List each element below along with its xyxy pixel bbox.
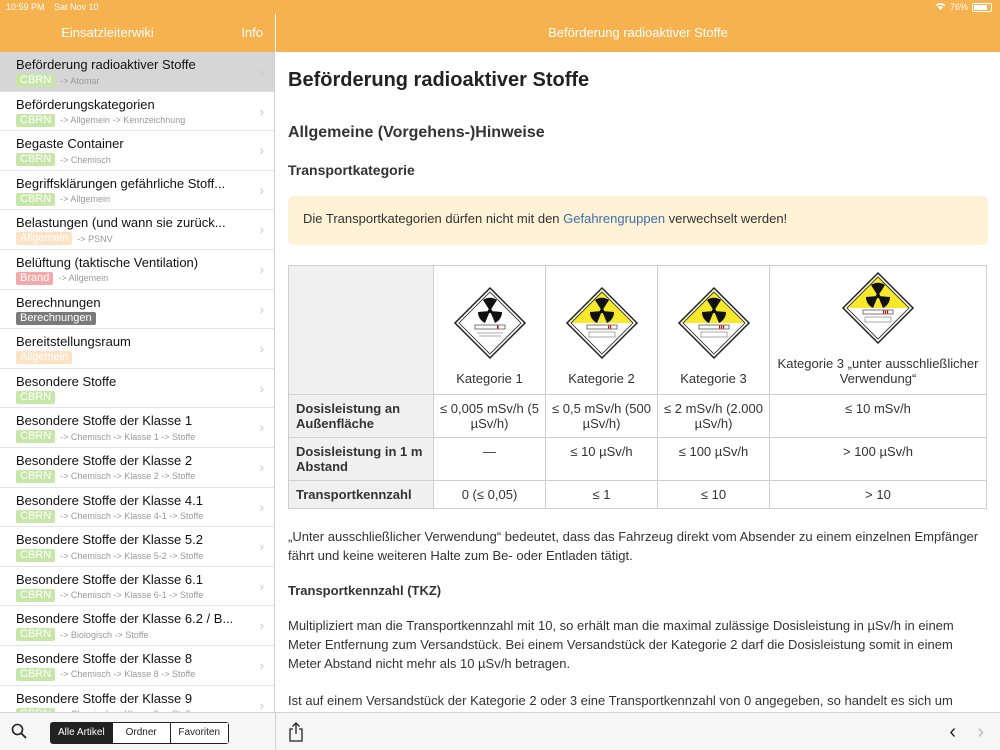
list-item-title: Besondere Stoffe der Klasse 6.1 [16, 571, 203, 587]
category-2-label: Kategorie 2 [568, 371, 635, 386]
gefahrengruppen-link[interactable]: Gefahrengruppen [563, 211, 666, 226]
battery-icon [972, 3, 992, 12]
list-item-title: Besondere Stoffe der Klasse 4.1 [16, 492, 203, 508]
note-text-pre: Die Transportkategorien dürfen nicht mit den [303, 211, 564, 226]
list-item[interactable] [0, 92, 274, 132]
table-cell: ≤ 100 µSv/h [658, 438, 770, 481]
table-cell: ≤ 2 mSv/h (2.000 µSv/h) [658, 395, 770, 438]
row-header: Dosisleistung in 1 m Abstand [289, 438, 434, 481]
category-tag: Berechnungen [16, 312, 96, 325]
radioactive-label-yellow-icon [678, 287, 750, 359]
chevron-right-icon: › [259, 380, 264, 396]
status-date: Sat Nov 10 [54, 2, 99, 12]
paragraph: Ist auf einem Versandstück der Kategorie 2 oder 3 eine Transportkennzahl von 0 angegeben, so handelt es sich um [288, 693, 953, 708]
list-item-title: Berechnungen [16, 294, 101, 310]
tab-folders[interactable]: Ordner [112, 723, 170, 743]
table-cell: ≤ 0,005 mSv/h (5 µSv/h) [434, 395, 546, 438]
list-item[interactable] [0, 329, 274, 369]
list-item-title: Besondere Stoffe der Klasse 9 [16, 690, 193, 706]
category-path: -> Atomar [60, 75, 100, 86]
header-cat1 [434, 266, 546, 395]
chevron-right-icon: › [259, 222, 264, 238]
category-path: -> Allgemein -> Kennzeichnung [60, 115, 186, 126]
tab-all-articles[interactable]: Alle Artikel [51, 723, 112, 743]
category-tag: CBRN [16, 391, 55, 404]
chevron-right-icon: › [259, 420, 264, 436]
category-tag: CBRN [16, 153, 55, 166]
row-header: Transportkennzahl [289, 481, 434, 509]
category-1-label: Kategorie 1 [456, 371, 523, 386]
category-path: -> Chemisch -> Klasse 4-1 -> Stoffe [60, 511, 204, 522]
wifi-icon [935, 2, 946, 12]
category-path: -> Biologisch -> Stoffe [60, 629, 149, 640]
radioactive-label-yellow-icon [842, 272, 914, 344]
chevron-right-icon: › [259, 341, 264, 357]
header-cat3 [658, 266, 770, 395]
chevron-right-icon: › [259, 499, 264, 515]
table-cell: ≤ 10 µSv/h [546, 438, 658, 481]
category-tag: CBRN [16, 549, 55, 562]
category-tag: CBRN [16, 470, 55, 483]
category-tag: CBRN [16, 430, 55, 443]
radioactive-label-yellow-icon [566, 287, 638, 359]
chevron-right-icon: › [259, 64, 264, 79]
category-3-label: Kategorie 3 [680, 371, 747, 386]
list-item-title: Beförderung radioaktiver Stoffe [16, 57, 196, 72]
subsection-heading: Transportkategorie [288, 162, 415, 178]
chevron-right-icon: › [259, 697, 264, 713]
subsection-heading: Transportkennzahl (TKZ) [288, 583, 442, 598]
list-filter-segmented-control [50, 722, 229, 744]
chevron-right-icon: › [259, 578, 264, 594]
category-tag: Allgemein [16, 351, 72, 364]
list-item-title: Besondere Stoffe der Klasse 2 [16, 452, 193, 468]
table-cell: ≤ 1 [546, 481, 658, 509]
category-tag: CBRN [16, 668, 55, 681]
chevron-right-icon: › [259, 618, 264, 634]
category-path: -> Chemisch -> Klasse 2 -> Stoffe [60, 471, 196, 482]
list-item-title: Besondere Stoffe der Klasse 5.2 [16, 532, 203, 548]
list-item[interactable] [0, 250, 274, 290]
category-path: -> Chemisch -> Klasse 6-1 -> Stoffe [60, 590, 204, 601]
back-arrow-icon[interactable]: ‹ [949, 721, 956, 743]
category-path: -> Chemisch -> Klasse 5-2 -> Stoffe [60, 550, 204, 561]
article-title: Beförderung radioaktiver Stoffe [288, 69, 590, 91]
sidebar-header [0, 14, 275, 52]
status-indicators [935, 2, 992, 12]
category-tag: Brand [16, 272, 53, 285]
chevron-right-icon: › [259, 261, 264, 277]
article-toolbar [276, 712, 1000, 750]
category-path: -> PSNV [77, 233, 113, 244]
category-tag: CBRN [16, 74, 55, 87]
sidebar-title: Einsatzleiterwiki [61, 25, 154, 40]
info-button[interactable]: Info [241, 25, 263, 40]
chevron-right-icon: › [259, 103, 264, 119]
table-corner [289, 266, 434, 395]
list-item-title: Besondere Stoffe der Klasse 6.2 / B... [16, 611, 234, 627]
chevron-right-icon: › [259, 539, 264, 555]
article-list[interactable] [0, 52, 275, 712]
list-item[interactable] [0, 171, 274, 211]
list-item-title: Belüftung (taktische Ventilation) [16, 254, 199, 270]
table-cell: > 10 [770, 481, 987, 509]
table-cell: — [434, 438, 546, 481]
category-path: -> Allgemein [58, 273, 109, 284]
forward-arrow-icon[interactable]: › [977, 721, 984, 743]
sidebar-toolbar [0, 712, 276, 750]
category-tag: Allgemein [16, 232, 72, 245]
paragraph: Multipliziert man die Transportkennzahl mit 10, so erhält man die maximal zulässige Dosisleistung in µSv/h in einem Meter Entfernung zum Versandstück. Bei einem Versandstück der Kategorie 2 darf die Dosisleistung somit in einem Meter Abstand nicht mehr als 10 µSv/h betragen. [288, 618, 954, 671]
list-item-title: Belastungen (und wann sie zurück... [16, 215, 226, 231]
chevron-right-icon: › [259, 143, 264, 159]
category-3-exclusive-label: Kategorie 3 „unter ausschließlicher Verwendung“ [777, 356, 979, 386]
category-path: -> Chemisch -> Klasse 1 -> Stoffe [60, 431, 196, 442]
table-cell: ≤ 10 mSv/h [770, 395, 987, 438]
radioactive-label-white-icon [454, 287, 526, 359]
chevron-right-icon: › [259, 301, 264, 317]
list-item[interactable] [0, 369, 274, 409]
search-icon[interactable] [11, 723, 27, 739]
list-item[interactable] [0, 290, 274, 330]
list-item-title: Begaste Container [16, 136, 124, 152]
list-item[interactable] [0, 527, 274, 567]
chevron-right-icon: › [259, 459, 264, 475]
list-item[interactable] [0, 52, 274, 92]
section-heading: Allgemeine (Vorgehens-)Hinweise [288, 124, 545, 141]
category-path: -> Allgemein [60, 194, 110, 205]
row-header: Dosisleistung an Außenfläche [289, 395, 434, 438]
paragraph: „Unter ausschließlicher Verwendung“ bedeutet, dass das Fahrzeug direkt vom Absender zu einem einzelnen Empfänger fährt und keine weiteren Halte zum Be- oder Entladen tätigt. [288, 529, 979, 563]
list-item[interactable] [0, 408, 274, 448]
transport-category-table [288, 265, 987, 509]
status-bar [0, 0, 1000, 14]
list-item[interactable] [0, 567, 274, 607]
table-cell: 0 (≤ 0,05) [434, 481, 546, 509]
list-item-title: Bereitstellungsraum [16, 334, 131, 350]
chevron-right-icon: › [259, 657, 264, 673]
category-tag: CBRN [16, 114, 55, 127]
battery-percent: 76% [949, 2, 968, 12]
list-item[interactable] [0, 448, 274, 488]
status-time: 10:59 PM [6, 2, 45, 12]
list-item-title: Besondere Stoffe der Klasse 1 [16, 413, 193, 429]
category-tag: CBRN [16, 589, 55, 602]
share-icon[interactable] [288, 722, 304, 747]
category-tag: CBRN [16, 628, 55, 641]
list-item[interactable] [0, 646, 274, 686]
list-item-title: Begriffsklärungen gefährliche Stoff... [16, 175, 226, 191]
list-item[interactable] [0, 210, 274, 250]
list-item[interactable] [0, 131, 274, 171]
main-header-title: Beförderung radioaktiver Stoffe [276, 14, 1000, 52]
category-tag: CBRN [16, 510, 55, 523]
category-path: -> Chemisch -> Klasse 8 -> Stoffe [60, 669, 196, 680]
list-item-title: Beförderungskategorien [16, 96, 155, 112]
header-cat3-exclusive [770, 266, 987, 395]
table-cell: ≤ 10 [658, 481, 770, 509]
tab-favorites[interactable]: Favoriten [170, 723, 228, 743]
table-cell: ≤ 0,5 mSv/h (500 µSv/h) [546, 395, 658, 438]
category-tag: CBRN [16, 193, 55, 206]
article-content[interactable] [276, 52, 1000, 712]
list-item-title: Besondere Stoffe der Klasse 8 [16, 650, 193, 666]
table-cell: > 100 µSv/h [770, 438, 987, 481]
header-cat2 [546, 266, 658, 395]
warning-note [288, 196, 988, 245]
note-text-post: verwechselt werden! [665, 211, 788, 226]
chevron-right-icon: › [259, 182, 264, 198]
category-path: -> Chemisch [60, 154, 111, 165]
list-item[interactable] [0, 606, 274, 646]
list-item[interactable] [0, 488, 274, 528]
list-item-title: Besondere Stoffe [16, 373, 117, 389]
